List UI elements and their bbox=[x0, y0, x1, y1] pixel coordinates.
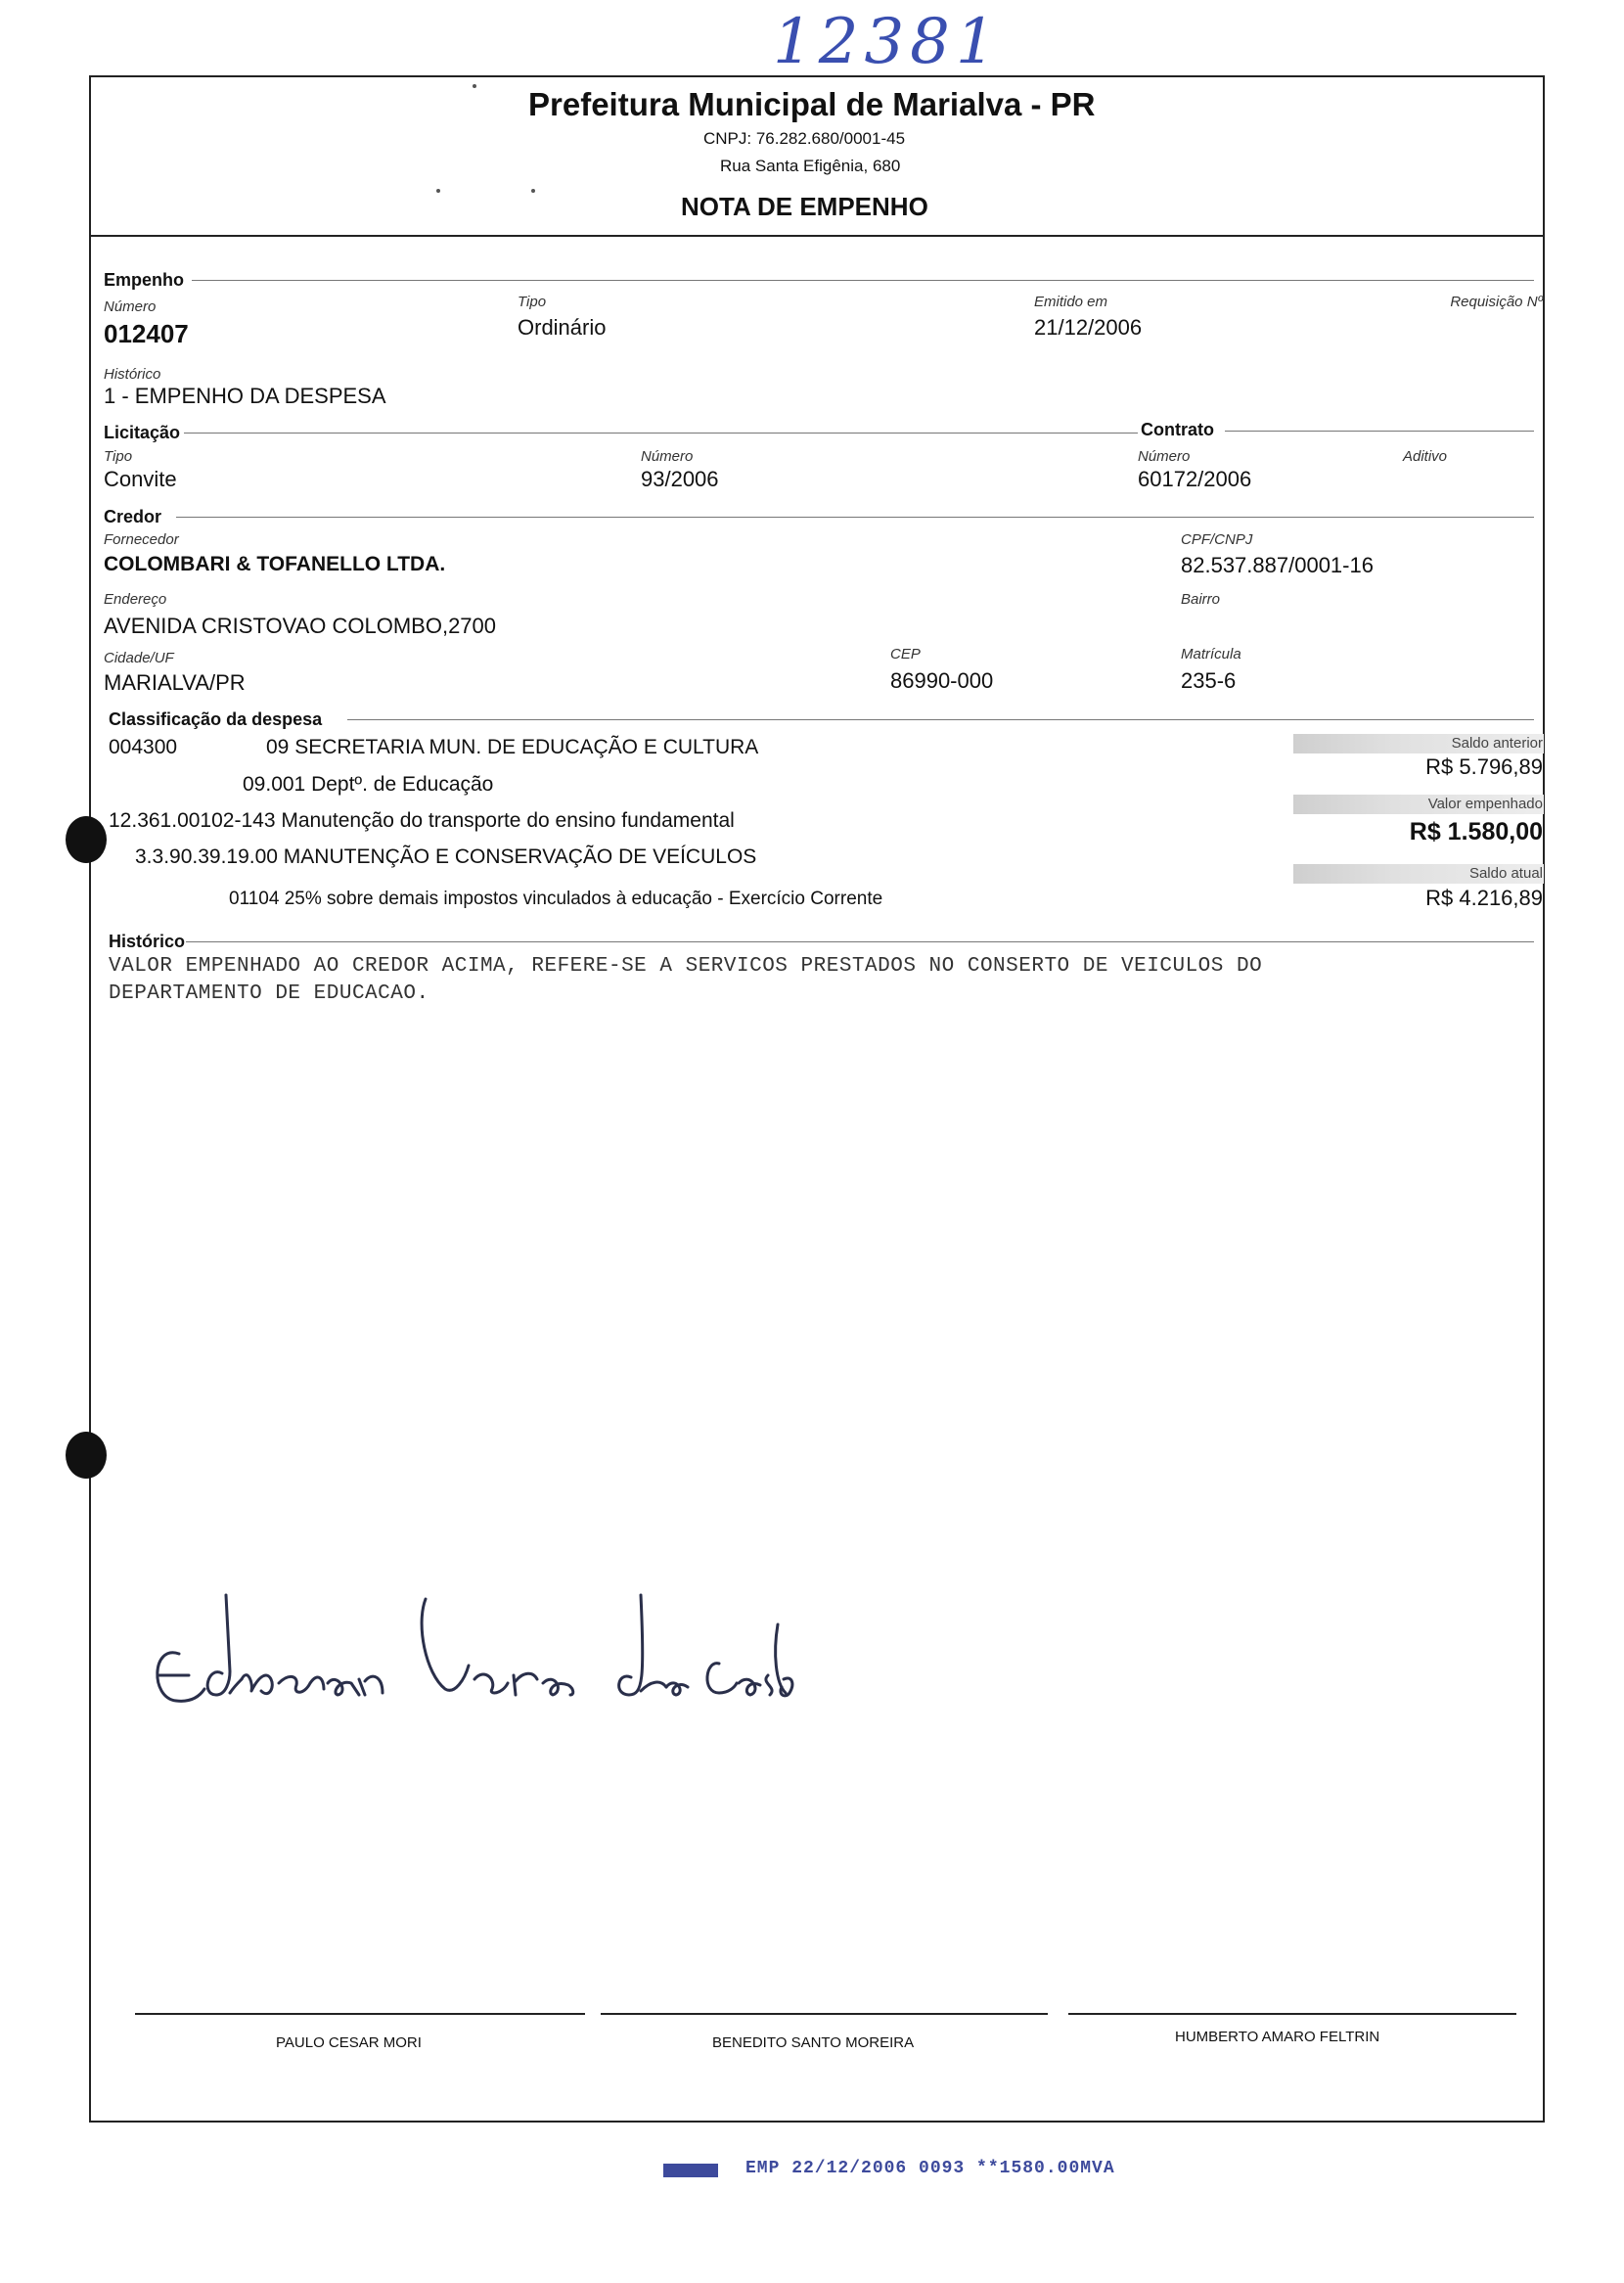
empenho-tipo: Ordinário bbox=[518, 315, 607, 340]
credor-cep-label: CEP bbox=[890, 646, 921, 662]
signature-name-3: HUMBERTO AMARO FELTRIN bbox=[1175, 2029, 1380, 2045]
contrato-numero: 60172/2006 bbox=[1138, 467, 1252, 491]
credor-fornecedor: COLOMBARI & TOFANELLO LTDA. bbox=[104, 553, 446, 575]
classificacao-departamento: 09.001 Deptº. de Educação bbox=[243, 773, 494, 796]
signature-line-1 bbox=[135, 2013, 585, 2015]
empenho-numero: 012407 bbox=[104, 319, 189, 348]
punch-hole bbox=[66, 816, 107, 863]
punch-hole bbox=[66, 1432, 107, 1479]
classificacao-code: 004300 bbox=[109, 736, 178, 758]
saldo-anterior-label: Saldo anterior bbox=[1451, 735, 1543, 752]
credor-cep: 86990-000 bbox=[890, 668, 994, 693]
section-historico: Histórico bbox=[109, 932, 186, 951]
credor-matricula: 235-6 bbox=[1181, 668, 1237, 693]
municipality-title: Prefeitura Municipal de Marialva - PR bbox=[528, 86, 1096, 122]
contrato-aditivo-label: Aditivo bbox=[1403, 448, 1448, 465]
signature-line-3 bbox=[1068, 2013, 1516, 2015]
credor-fornecedor-label: Fornecedor bbox=[104, 531, 179, 548]
historico-line-2: DEPARTAMENTO DE EDUCACAO. bbox=[109, 982, 429, 1005]
section-credor: Credor bbox=[104, 507, 162, 526]
historico-line-1: VALOR EMPENHADO AO CREDOR ACIMA, REFERE-SE A SERVICOS PRESTADOS NO CONSERTO DE VEICULOS DO bbox=[109, 955, 1263, 978]
contrato-numero-label: Número bbox=[1138, 448, 1191, 465]
empenho-emitido-label: Emitido em bbox=[1034, 294, 1108, 310]
section-classificacao: Classificação da despesa bbox=[109, 709, 323, 729]
valor-empenhado-value: R$ 1.580,00 bbox=[1409, 818, 1543, 845]
handwritten-document-number: 12381 bbox=[773, 6, 1002, 78]
section-rule bbox=[1225, 431, 1534, 432]
document-title: NOTA DE EMPENHO bbox=[681, 192, 928, 221]
scan-speck bbox=[436, 189, 440, 193]
valor-empenhado-label: Valor empenhado bbox=[1427, 796, 1543, 812]
classificacao-programa: 12.361.00102-143 Manutenção do transporte do ensino fundamental bbox=[109, 809, 735, 832]
signature-line-2 bbox=[601, 2013, 1048, 2015]
footer-stamp-logo bbox=[663, 2164, 718, 2177]
classificacao-recurso: 01104 25% sobre demais impostos vinculados à educação - Exercício Corrente bbox=[229, 889, 883, 909]
saldo-anterior-value: R$ 5.796,89 bbox=[1425, 754, 1543, 779]
credor-cidade: MARIALVA/PR bbox=[104, 670, 246, 695]
empenho-tipo-label: Tipo bbox=[518, 294, 547, 310]
empenho-historico-label: Histórico bbox=[104, 366, 161, 383]
document-frame bbox=[89, 75, 1545, 2123]
municipality-cnpj: CNPJ: 76.282.680/0001-45 bbox=[703, 129, 906, 148]
licitacao-tipo-label: Tipo bbox=[104, 448, 133, 465]
empenho-emitido: 21/12/2006 bbox=[1034, 315, 1143, 340]
saldo-atual-label: Saldo atual bbox=[1468, 865, 1543, 882]
credor-bairro-label: Bairro bbox=[1181, 591, 1221, 608]
credor-cpf: 82.537.887/0001-16 bbox=[1181, 553, 1374, 577]
section-rule bbox=[176, 517, 1534, 518]
credor-cpf-label: CPF/CNPJ bbox=[1181, 531, 1253, 548]
credor-endereco-label: Endereço bbox=[104, 591, 167, 608]
licitacao-numero: 93/2006 bbox=[641, 467, 719, 491]
municipality-address: Rua Santa Efigênia, 680 bbox=[720, 157, 901, 175]
credor-endereco: AVENIDA CRISTOVAO COLOMBO,2700 bbox=[104, 614, 497, 638]
licitacao-tipo: Convite bbox=[104, 467, 177, 491]
section-rule bbox=[184, 433, 1138, 434]
section-licitacao: Licitação bbox=[104, 423, 181, 442]
header-divider bbox=[89, 235, 1545, 237]
classificacao-elemento: 3.3.90.39.19.00 MANUTENÇÃO E CONSERVAÇÃO DE VEÍCULOS bbox=[135, 845, 757, 868]
empenho-historico: 1 - EMPENHO DA DESPESA bbox=[104, 384, 386, 408]
signature-name-2: BENEDITO SANTO MOREIRA bbox=[712, 2034, 915, 2051]
handwritten-signature-ederson bbox=[132, 1585, 797, 1722]
scan-speck bbox=[473, 84, 476, 88]
section-empenho: Empenho bbox=[104, 270, 185, 290]
signature-name-1: PAULO CESAR MORI bbox=[276, 2034, 422, 2051]
section-contrato: Contrato bbox=[1141, 420, 1214, 439]
section-rule bbox=[186, 941, 1534, 942]
section-rule bbox=[347, 719, 1534, 720]
classificacao-secretaria: 09 SECRETARIA MUN. DE EDUCAÇÃO E CULTURA bbox=[266, 736, 759, 758]
footer-machine-stamp: EMP 22/12/2006 0093 **1580.00MVA bbox=[745, 2159, 1115, 2178]
scan-speck bbox=[531, 189, 535, 193]
empenho-numero-label: Número bbox=[104, 298, 157, 315]
licitacao-numero-label: Número bbox=[641, 448, 694, 465]
empenho-requisicao-label: Requisição Nº bbox=[1450, 294, 1543, 310]
saldo-atual-value: R$ 4.216,89 bbox=[1425, 886, 1543, 910]
credor-cidade-label: Cidade/UF bbox=[104, 650, 174, 666]
section-rule bbox=[192, 280, 1534, 281]
credor-matricula-label: Matrícula bbox=[1181, 646, 1241, 662]
